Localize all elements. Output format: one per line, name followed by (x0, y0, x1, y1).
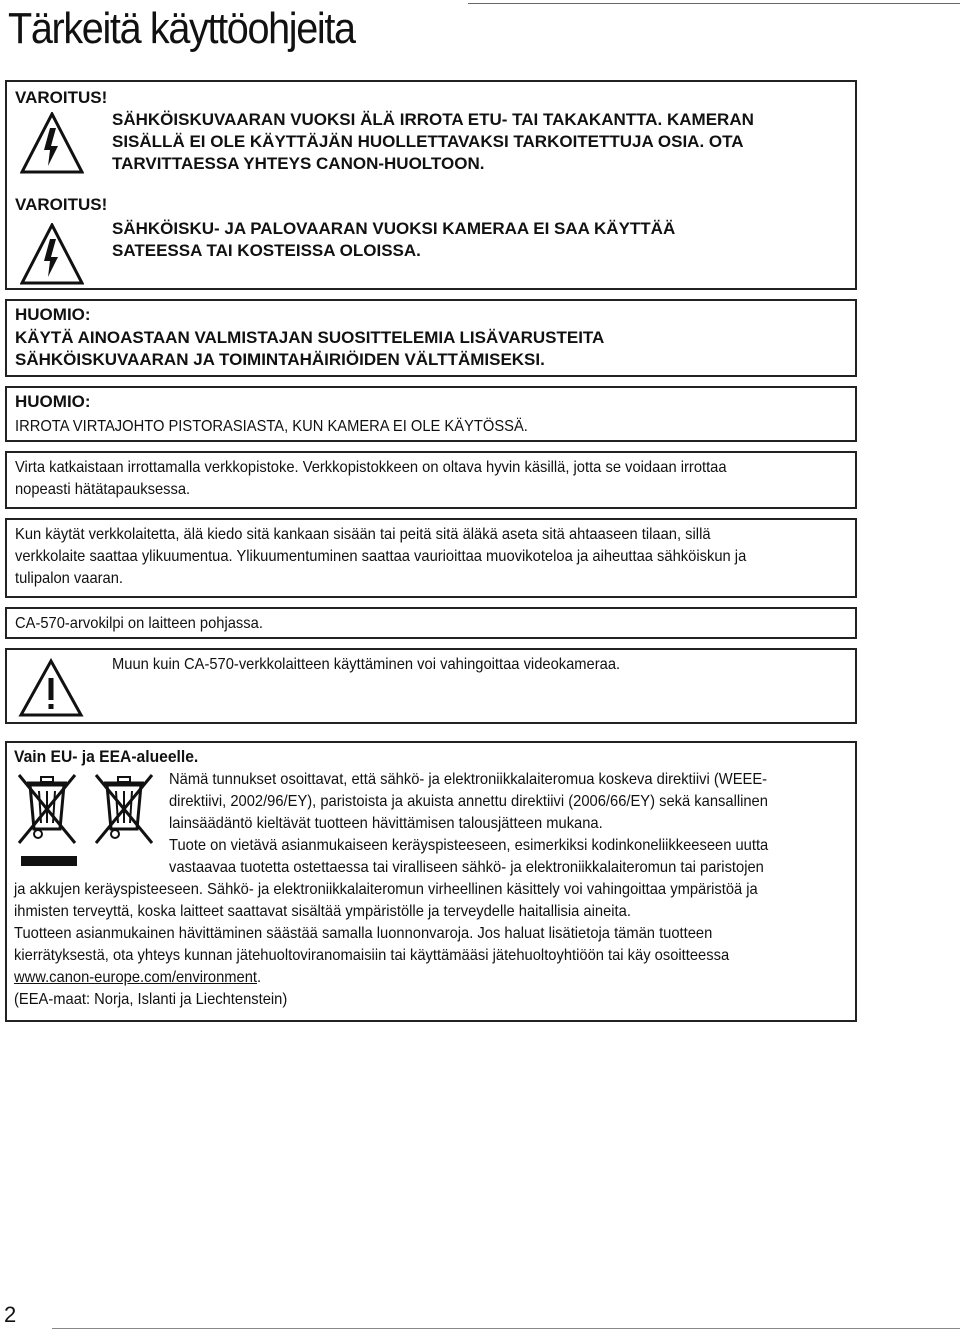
caution-box (5, 648, 857, 724)
weee-line-3: lainsäädäntö kieltävät tuotteen hävittämisen talousjätteen mukana. (169, 815, 603, 832)
weee-line-2: direktiivi, 2002/96/EY), paristoista ja akuista annettu direktiivi (2006/66/EY) sekä kansallinen (169, 793, 768, 810)
warning-1-line-3: TARVITTAESSA YHTEYS CANON-HUOLTOON. (112, 154, 485, 173)
weee-text-full-width (14, 879, 758, 1011)
warning-1-line-2: SISÄLLÄ EI OLE KÄYTTÄJÄN HUOLLETTAVAKSI TARKOITETTUJA OSIA. OTA (112, 132, 744, 151)
weee-line-5: vastaavaa tuotetta ostettaessa tai viralliseen sähkö- ja elektroniikkalaiteromun tai paristojen (169, 859, 764, 876)
canon-environment-link[interactable]: www.canon-europe.com/environment (14, 969, 258, 986)
crossed-out-wheelie-bin-icon (92, 771, 156, 847)
warning-label-2: VAROITUS! (15, 195, 108, 214)
notice-label-2: HUOMIO: (15, 392, 91, 411)
warning-2-line-1: SÄHKÖISKU- JA PALOVAARAN VUOKSI KAMERAA EI SAA KÄYTTÄÄ (112, 219, 676, 238)
weee-heading: Vain EU- ja EEA-alueelle. (14, 747, 199, 766)
adapter-note-text (15, 524, 843, 590)
top-rule (468, 3, 960, 4)
weee-black-bar (21, 856, 77, 866)
weee-link-line (14, 967, 758, 989)
crossed-out-wheelie-bin-icon (15, 771, 79, 847)
general-caution-icon (18, 658, 84, 718)
plug-note-text (15, 457, 843, 501)
warning-text-1 (112, 109, 852, 175)
weee-line-8: Tuotteen asianmukainen hävittäminen säästää samalla luonnonvaroja. Jos haluat lisätietoja tämän tuotteen (14, 925, 713, 942)
notice-accessories-box (5, 299, 857, 377)
plug-note-line-2: nopeasti hätätapauksessa. (15, 481, 191, 498)
weee-line-9: kierrätyksestä, ota yhteys kunnan jätehuoltoviranomaisiin tai käyttämääsi jätehuoltoyhtiöön tai käy osoitteessa (14, 947, 730, 964)
electric-shock-warning-icon (20, 112, 84, 174)
weee-box (5, 741, 857, 1022)
notice-unplug-box (5, 386, 857, 442)
footer-rule (52, 1328, 960, 1329)
notice-text-2: IRROTA VIRTAJOHTO PISTORASIASTA, KUN KAMERA EI OLE KÄYTÖSSÄ. (15, 418, 528, 435)
warning-text-2 (112, 218, 852, 262)
adapter-note-line-3: tulipalon vaaran. (15, 570, 124, 587)
page-title: Tärkeitä käyttöohjeita (8, 4, 355, 53)
notice-1-line-1: KÄYTÄ AINOASTAAN VALMISTAJAN SUOSITTELEMIA LISÄVARUSTEITA (15, 328, 605, 347)
electric-shock-warning-icon (20, 223, 84, 285)
rating-plate-text: CA-570-arvokilpi on laitteen pohjassa. (15, 615, 263, 632)
weee-line-1: Nämä tunnukset osoittavat, että sähkö- ja elektroniikkalaiteromua koskeva direktiivi (WEEE- (169, 771, 768, 788)
plug-note-box (5, 451, 857, 509)
caution-text: Muun kuin CA-570-verkkolaitteen käyttäminen voi vahingoittaa videokameraa. (112, 656, 621, 673)
weee-eea-note: (EEA-maat: Norja, Islanti ja Liechtenstein) (14, 991, 288, 1008)
adapter-note-line-2: verkkolaite saattaa ylikuumentua. Ylikuumentuminen saattaa vaurioittaa muovikoteloa ja aiheuttaa sähköiskun ja (15, 548, 747, 565)
notice-1-line-2: SÄHKÖISKUVAARAN JA TOIMINTAHÄIRIÖIDEN VÄLTTÄMISEKSI. (15, 350, 545, 369)
page-number: 2 (4, 1302, 17, 1327)
notice-label-1: HUOMIO: (15, 305, 91, 324)
warning-label-1: VAROITUS! (15, 88, 108, 107)
warning-2-line-2: SATEESSA TAI KOSTEISSA OLOISSA. (112, 241, 421, 260)
adapter-note-line-1: Kun käytät verkkolaitetta, älä kiedo sitä kankaan sisään tai peitä sitä äläkä aseta sitä ahtaaseen tilaan, sillä (15, 526, 711, 543)
weee-text-beside-icons (169, 769, 768, 879)
weee-line-4: Tuote on vietävä asianmukaiseen keräyspisteeseen, esimerkiksi kodinkoneliikkeeseen uutta (169, 837, 769, 854)
plug-note-line-1: Virta katkaistaan irrottamalla verkkopistoke. Verkkopistokkeen on oltava hyvin käsillä, jotta se voidaan irrottaa (15, 459, 727, 476)
warnings-box (5, 80, 857, 290)
adapter-note-box (5, 518, 857, 598)
rating-plate-box (5, 607, 857, 639)
link-suffix: . (257, 969, 262, 986)
notice-text-1 (15, 327, 845, 371)
warning-1-line-1: SÄHKÖISKUVAARAN VUOKSI ÄLÄ IRROTA ETU- TAI TAKAKANTTA. KAMERAN (112, 110, 754, 129)
weee-line-7: ihmisten terveyttä, koska laitteet saattavat sisältää ympäristölle ja terveydelle haitallisia aineita. (14, 903, 631, 920)
weee-line-6: ja akkujen keräyspisteeseen. Sähkö- ja elektroniikkalaiteromun virheellinen käsittely voi vahingoittaa ympäristöä ja (14, 881, 758, 898)
